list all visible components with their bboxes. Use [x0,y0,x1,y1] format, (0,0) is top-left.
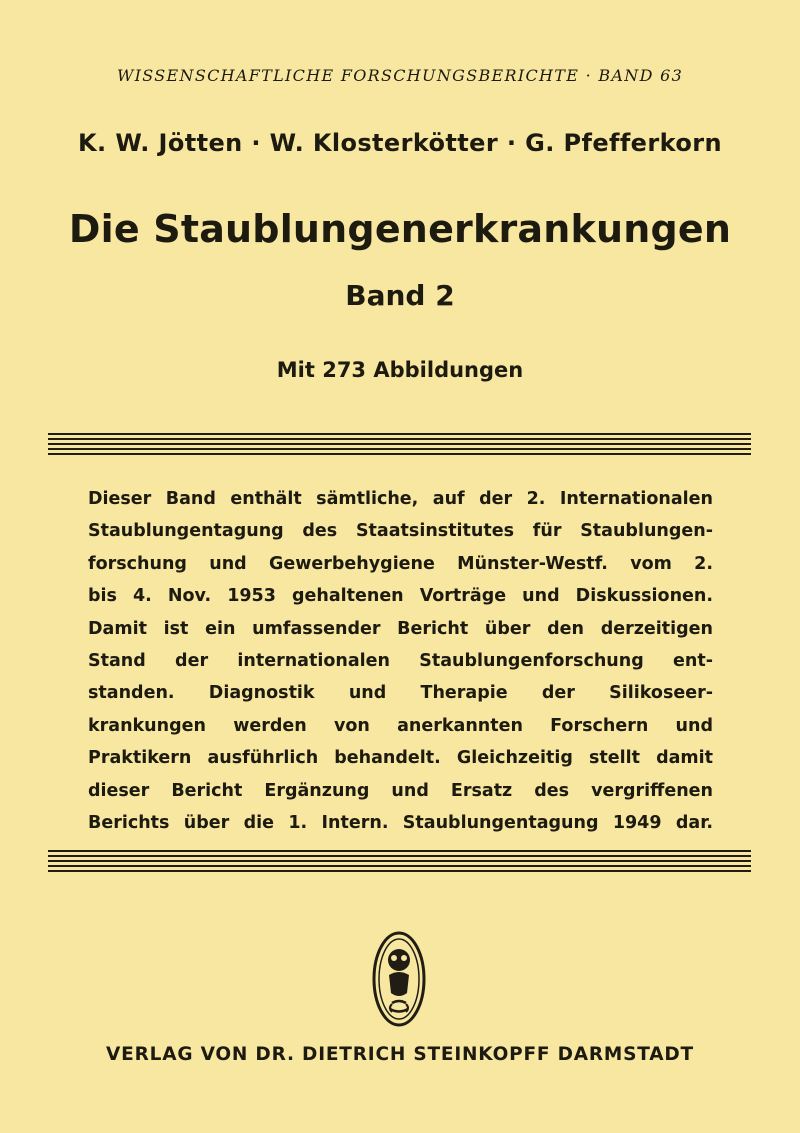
book-title: Die Staublungenerkrankungen [68,207,732,251]
description-line: krankungen werden von anerkannten Forschern und [88,715,713,736]
description-line: standen. Diagnostik und Therapie der Silikoseer- [88,683,713,704]
decorative-rule-bottom [48,850,751,872]
description-line: Berichts über die 1. Intern. Staublungentagung 1949 dar. [88,813,713,834]
description-line: Dieser Band enthält sämtliche, auf der 2. Internationalen [88,489,713,509]
volume-label: Band 2 [345,279,455,312]
description-line: Staublungentagung des Staatsinstitutes für Staublungen- [88,521,713,542]
description-line: bis 4. Nov. 1953 gehaltenen Vorträge und Diskussionen. [88,586,713,607]
description-line: Stand der internationalen Staublungenforschung ent- [88,651,713,672]
publisher-name: VERLAG VON DR. DIETRICH STEINKOPFF DARMSTADT [106,1044,694,1065]
series-title: WISSENSCHAFTLICHE FORSCHUNGSBERICHTE · BAND 63 [116,66,684,85]
decorative-rule-top [48,433,751,455]
publisher-emblem-icon [372,930,426,1028]
description-line: Praktikern ausführlich behandelt. Gleichzeitig stellt damit [88,748,713,769]
illustrations-count: Mit 273 Abbildungen [276,358,524,382]
description-line: forschung und Gewerbehygiene Münster-Westf. vom 2. [88,553,713,574]
book-description [88,483,713,839]
authors: K. W. Jötten · W. Klosterkötter · G. Pfefferkorn [78,129,722,157]
description-line: dieser Bericht Ergänzung und Ersatz des vergriffenen [88,780,713,801]
description-line: Damit ist ein umfassender Bericht über den derzeitigen [88,618,713,639]
